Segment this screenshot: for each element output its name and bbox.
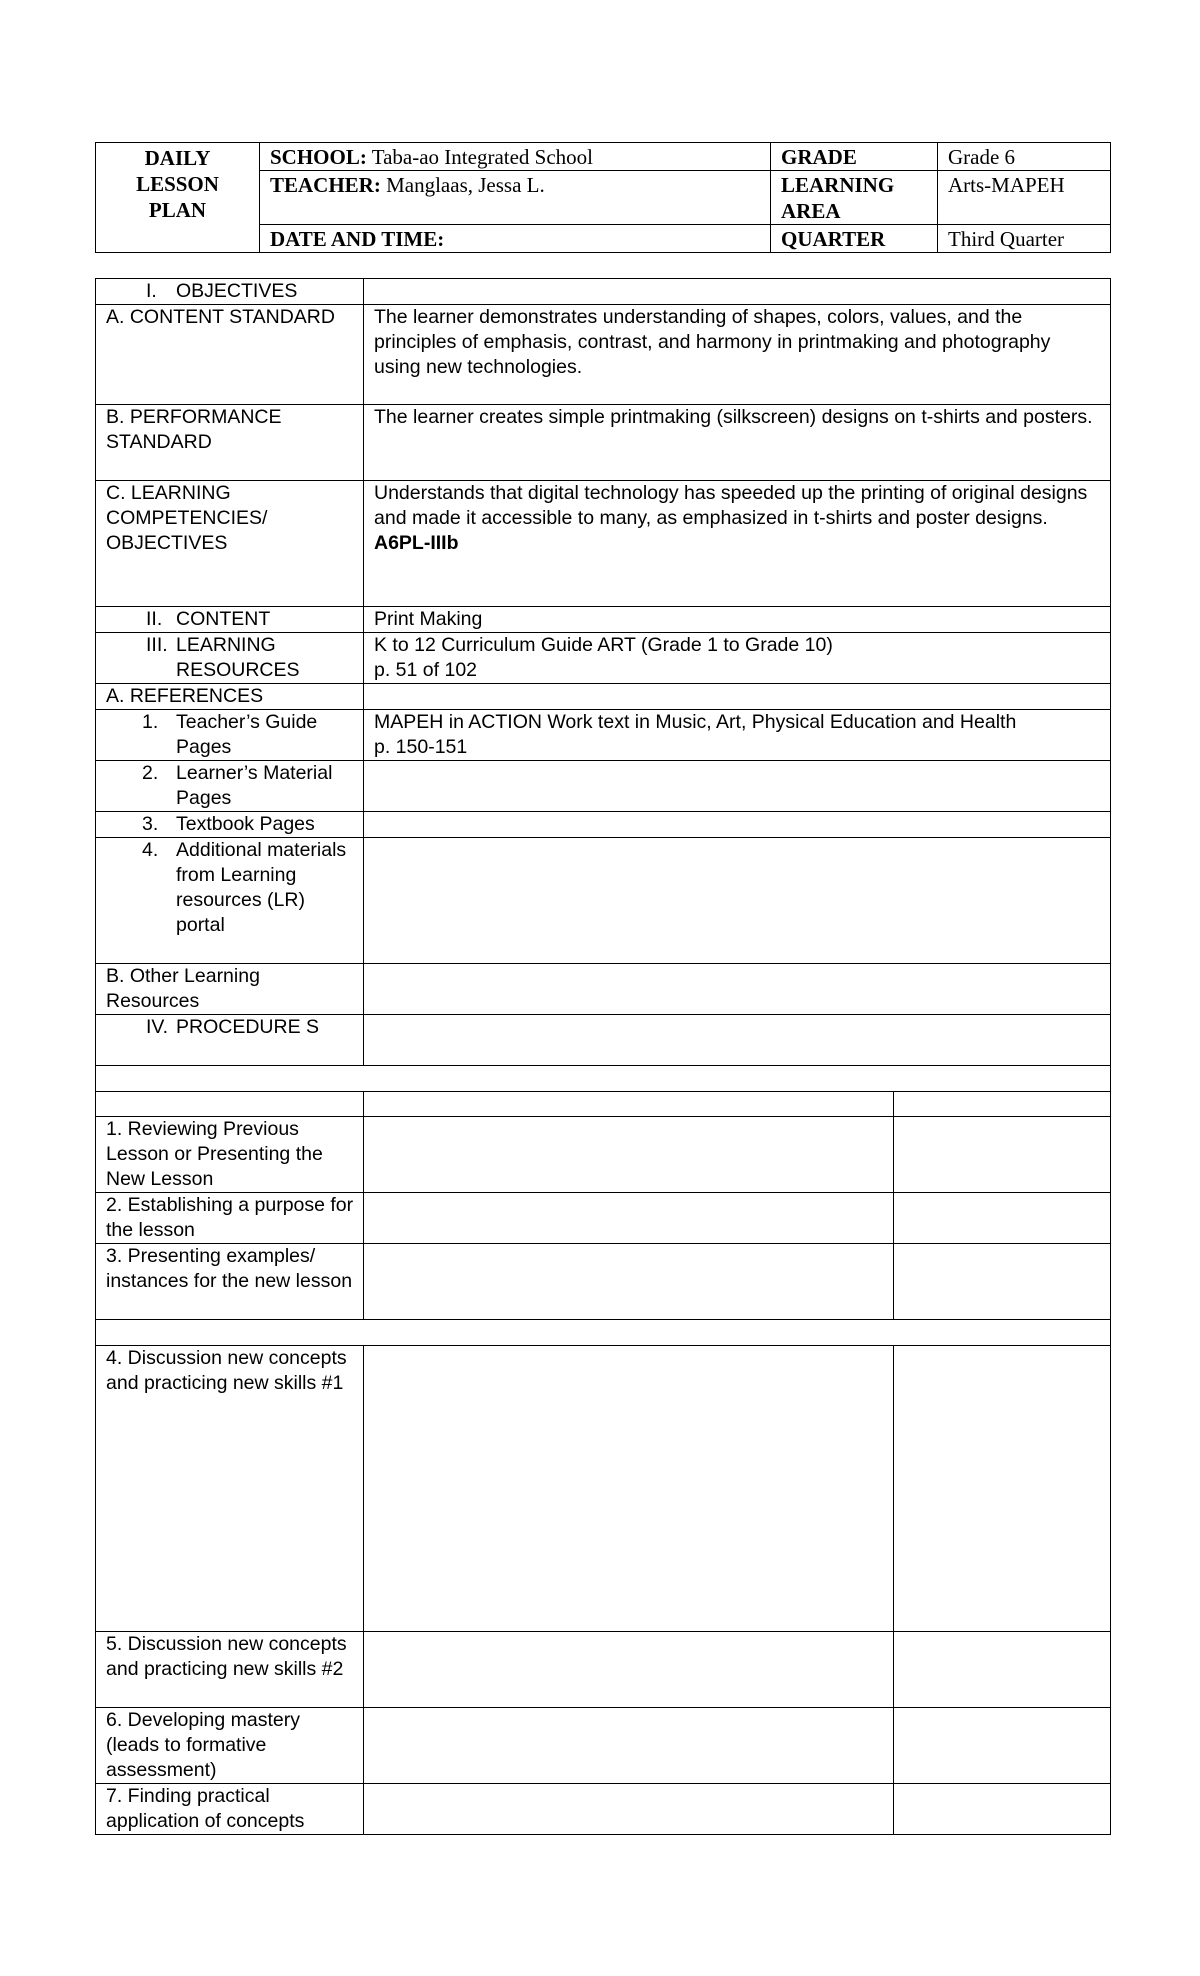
learning-area-value: Arts-MAPEH [938,171,1111,225]
teacher-cell: TEACHER: Manglaas, Jessa L. [260,171,771,225]
other-resources-label: B. Other Learning Resources [96,964,364,1015]
header-table [95,142,1111,253]
content-value: Print Making [364,607,1111,633]
spacer-row [96,1320,1111,1346]
objectives-heading: OBJECTIVES [176,280,298,302]
teachers-guide-value: MAPEH in ACTION Work text in Music, Art, Physical Education and Health [374,711,1017,733]
teachers-guide-label: Teacher’s Guide Pages [176,711,318,758]
quarter-label: QUARTER [771,225,938,253]
content-row: II. CONTENT Print Making [96,607,1111,633]
other-resources-row [96,964,1111,1015]
performance-standard-label: B. PERFORMANCE STANDARD [96,405,364,481]
content-standard-row [96,305,1111,405]
learning-resources-row: III. LEARNING RESOURCES K to 12 Curriculum Guide ART (Grade 1 to Grade 10) p. 51 of 102 [96,633,1111,684]
learning-resources-heading: LEARNING RESOURCES [176,634,300,681]
teacher-value: Manglaas, Jessa L. [386,173,545,197]
procedure-header-row [96,1092,1111,1117]
competency-code: A6PL-IIIb [374,532,459,554]
quarter-value: Third Quarter [938,225,1111,253]
learners-material-row: 2. Learner’s Material Pages [96,761,1111,812]
date-time-cell: DATE AND TIME: [260,225,771,253]
procedure-step-label: 7. Finding practical application of concepts [96,1784,364,1835]
lesson-plan-table [95,278,1111,1835]
procedure-step-label: 6. Developing mastery (leads to formative assessment) [96,1708,364,1784]
additional-materials-label: Additional materials from Learning resources (LR) portal [176,839,347,936]
procedure-step-label: 5. Discussion new concepts and practicing new skills #2 [96,1632,364,1708]
performance-standard-row [96,405,1111,481]
lesson-plan-title: DAILY LESSON PLAN [96,143,260,253]
grade-label: GRADE [771,143,938,171]
procedure-step-row [96,1244,1111,1320]
content-standard-text: The learner demonstrates understanding of shapes, colors, values, and the principles of emphasis, contrast, and harmony in printmaking and photography using new technologies. [364,305,1111,405]
procedure-step-label: 4. Discussion new concepts and practicing new skills #1 [96,1346,364,1632]
procedure-step-row [96,1632,1111,1708]
spacer-row [96,1066,1111,1092]
competencies-text: Understands that digital technology has speeded up the printing of original designs and made it accessible to many, as emphasized in t-shirts and poster designs. [374,482,1088,529]
references-label: A. REFERENCES [96,684,364,710]
procedure-step-row [96,1117,1111,1193]
procedure-step-row [96,1346,1111,1632]
school-value: Taba-ao Integrated School [371,145,594,169]
procedures-row: IV. PROCEDURE S [96,1015,1111,1066]
competencies-label: C. LEARNING COMPETENCIES/ OBJECTIVES [96,481,364,607]
textbook-label: Textbook Pages [176,813,315,835]
teachers-guide-row: 1. Teacher’s Guide Pages MAPEH in ACTION Work text in Music, Art, Physical Education and Health p. 150-151 [96,710,1111,761]
school-cell: SCHOOL: Taba-ao Integrated School [260,143,771,171]
procedure-step-label: 1. Reviewing Previous Lesson or Presenting the New Lesson [96,1117,364,1193]
procedures-heading: PROCEDURE S [176,1016,320,1038]
procedure-step-row [96,1193,1111,1244]
references-row [96,684,1111,710]
performance-standard-text: The learner creates simple printmaking (silkscreen) designs on t-shirts and posters. [364,405,1111,481]
procedure-step-row [96,1708,1111,1784]
grade-value: Grade 6 [938,143,1111,171]
learners-material-label: Learner’s Material Pages [176,762,333,809]
objectives-row: I. OBJECTIVES [96,279,1111,305]
additional-materials-row: 4. Additional materials from Learning resources (LR) portal [96,838,1111,964]
competencies-row [96,481,1111,607]
procedure-step-row [96,1784,1111,1835]
curriculum-guide-text: K to 12 Curriculum Guide ART (Grade 1 to Grade 10) [374,634,833,656]
procedure-step-label: 3. Presenting examples/ instances for the new lesson [96,1244,364,1320]
procedure-step-label: 2. Establishing a purpose for the lesson [96,1193,364,1244]
learning-area-label: LEARNING AREA [771,171,938,225]
content-heading: CONTENT [176,608,271,630]
teachers-guide-pages: p. 150-151 [374,736,468,758]
content-standard-label: A. CONTENT STANDARD [96,305,364,405]
textbook-row: 3. Textbook Pages [96,812,1111,838]
curriculum-guide-page: p. 51 of 102 [374,659,478,681]
